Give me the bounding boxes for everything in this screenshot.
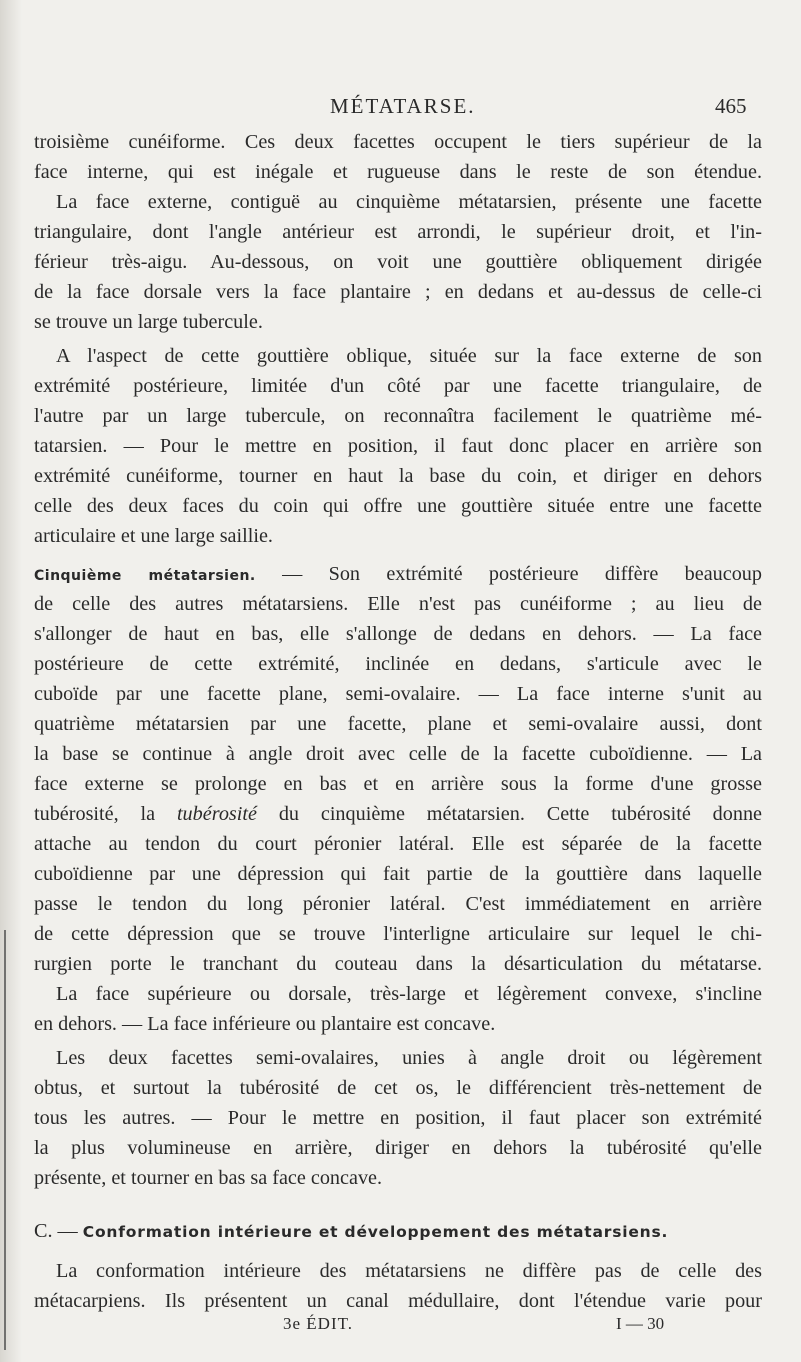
page-footer (0, 1314, 801, 1340)
binding-line (4, 930, 6, 1350)
text-line: présente, et tourner en bas sa face concave. (34, 1167, 383, 1189)
text-line: férieur très-aigu. Au-dessous, on voit une gouttière obliquement dirigée (34, 251, 762, 273)
text-line: la base se continue à angle droit avec celle de la facette cuboïdienne. — La (34, 743, 762, 765)
text-line: Les deux facettes semi-ovalaires, unies à angle droit ou légèrement (56, 1047, 762, 1069)
text-line: l'autre par un large tubercule, on reconnaîtra facilement le quatrième mé- (34, 405, 762, 427)
text-line: extrémité postérieure, limitée d'un côté par une facette triangulaire, de (34, 375, 762, 397)
text-line: La face supérieure ou dorsale, très-large et légèrement convexe, s'incline (56, 983, 762, 1005)
text-line: attache au tendon du court péronier latéral. Elle est séparée de la facette (34, 833, 762, 855)
text-line: tous les autres. — Pour le mettre en position, il faut placer son extrémité (34, 1107, 762, 1129)
text-line: La face externe, contiguë au cinquième métatarsien, présente une facette (56, 191, 762, 213)
section-letter: C. — (34, 1220, 78, 1242)
text-line: se trouve un large tubercule. (34, 311, 263, 333)
running-head (0, 94, 801, 124)
text-line: rurgien porte le tranchant du couteau dans la désarticulation du métatarse. (34, 953, 762, 975)
text-line: cuboïde par une facette plane, semi-ovalaire. — La face interne s'unit au (34, 683, 762, 705)
text-line: métacarpiens. Ils présentent un canal médullaire, dont l'étendue varie pour (34, 1290, 762, 1312)
text-line: tatarsien. — Pour le mettre en position, il faut donc placer en arrière son (34, 435, 762, 457)
section-lead-text: — Son extrémité postérieure diffère beaucoup (282, 563, 762, 585)
section-first-line (34, 559, 762, 589)
section-heading-text: Conformation intérieure et développement des métatarsiens. (82, 1223, 669, 1241)
text-line: troisième cunéiforme. Ces deux facettes occupent le tiers supérieur de la (34, 131, 762, 153)
page-number: 465 (715, 94, 747, 118)
text-line: triangulaire, dont l'angle antérieur est arrondi, le supérieur droit, et l'in- (34, 221, 762, 243)
text-line: s'allonger de haut en bas, elle s'allonge de dedans en dehors. — La face (34, 623, 762, 645)
tuberosity-italic: tubérosité (176, 803, 257, 825)
section-heading (34, 1216, 668, 1246)
text-line: extrémité cunéiforme, tourner en haut la base du coin, et diriger en dehors (34, 465, 762, 487)
text-line: quatrième métatarsien par une facette, plane et semi-ovalaire aussi, dont (34, 713, 762, 735)
text-line: la plus volumineuse en arrière, diriger en dehors la tubérosité qu'elle (34, 1137, 762, 1159)
text-line: de celle des autres métatarsiens. Elle n'est pas cunéiforme ; au lieu de (34, 593, 762, 615)
tuberosity-post: du cinquième métatarsien. Cette tubérosité donne (278, 803, 763, 825)
text-line: A l'aspect de cette gouttière oblique, située sur la face externe de son (56, 345, 762, 367)
text-line: de la face dorsale vers la face plantaire ; en dedans et au-dessus de celle-ci (34, 281, 762, 303)
text-line: face interne, qui est inégale et rugueuse dans le reste de son étendue. (34, 161, 762, 183)
text-line: en dehors. — La face inférieure ou plantaire est concave. (34, 1013, 496, 1035)
tuberosity-pre: tubérosité, la (34, 803, 156, 825)
text-line (34, 799, 762, 829)
text-line: obtus, et surtout la tubérosité de cet os, le différencient très-nettement de (34, 1077, 762, 1099)
text-line: face externe se prolonge en bas et en arrière sous la forme d'une grosse (34, 773, 762, 795)
text-line: La conformation intérieure des métatarsiens ne diffère pas de celle des (56, 1260, 762, 1282)
text-line: postérieure de cette extrémité, inclinée en dedans, s'articule avec le (34, 653, 762, 675)
text-line: passe le tendon du long péronier latéral. C'est immédiatement en arrière (34, 893, 762, 915)
running-title: MÉTATARSE. (330, 94, 476, 118)
text-line: articulaire et une large saillie. (34, 525, 273, 547)
text-line: cuboïdienne par une dépression qui fait partie de la gouttière dans laquelle (34, 863, 762, 885)
text-line: celle des deux faces du coin qui offre une gouttière située entre une facette (34, 495, 762, 517)
section-lead: Cinquième métatarsien. (34, 568, 256, 584)
text-line: de cette dépression que se trouve l'interligne articulaire sur lequel le chi- (34, 923, 762, 945)
signature-mark: I — 30 (616, 1314, 665, 1333)
edition-mark: 3e ÉDIT. (283, 1314, 353, 1333)
